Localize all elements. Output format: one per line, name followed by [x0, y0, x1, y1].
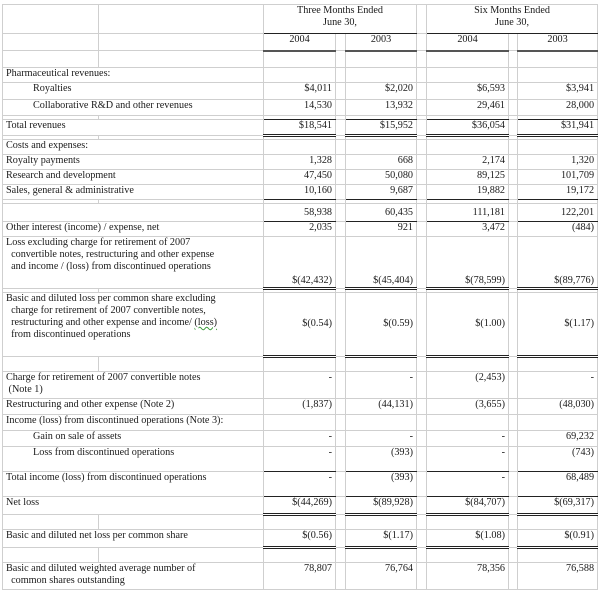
value-cell: 668 — [346, 155, 417, 170]
year-header: 2003 — [518, 34, 598, 51]
six-months-header — [427, 5, 598, 34]
empty-cell — [427, 415, 509, 431]
gap-cell — [417, 34, 427, 51]
empty-cell — [346, 51, 417, 68]
row-label — [3, 563, 264, 590]
value-cell: - — [264, 472, 336, 497]
value-cell: 921 — [346, 222, 417, 237]
empty-cell — [518, 357, 598, 372]
value-cell: 1,328 — [264, 155, 336, 170]
label-line: from discontinued operations — [11, 329, 131, 340]
gap-cell — [336, 497, 346, 515]
gap-cell — [509, 34, 518, 51]
value-cell: $(0.54) — [264, 293, 336, 357]
empty-cell — [3, 548, 99, 563]
gap-cell — [336, 155, 346, 170]
value-cell: $(89,776) — [518, 237, 598, 289]
empty-cell — [518, 140, 598, 155]
value-cell: - — [518, 372, 598, 399]
gap-cell — [509, 563, 518, 590]
table-row-loss-excluding — [3, 237, 598, 289]
row-label: Total revenues — [3, 120, 264, 136]
row-label: Gain on sale of assets — [3, 431, 264, 447]
value-cell: (393) — [346, 447, 417, 472]
empty-cell — [518, 548, 598, 563]
row-label: Research and development — [3, 170, 264, 185]
gap-cell — [336, 34, 346, 51]
value-cell: 19,882 — [427, 185, 509, 200]
table-row-rnd — [3, 170, 598, 185]
row-label: Royalty payments — [3, 155, 264, 170]
value-cell: (484) — [518, 222, 598, 237]
value-cell: 2,174 — [427, 155, 509, 170]
three-months-header — [264, 5, 417, 34]
empty-cell — [264, 68, 336, 83]
gap-cell — [336, 51, 346, 68]
empty-cell — [3, 51, 99, 68]
spacer-row — [3, 548, 598, 563]
empty-cell — [264, 515, 336, 530]
gap-cell — [417, 204, 427, 222]
value-cell: - — [264, 372, 336, 399]
gap-cell — [417, 415, 427, 431]
gap-cell — [336, 372, 346, 399]
table-row-total-costs — [3, 204, 598, 222]
year-header: 2003 — [346, 34, 417, 51]
gap-cell — [417, 399, 427, 415]
gap-cell — [509, 372, 518, 399]
value-cell: $(1.08) — [427, 530, 509, 548]
value-cell: $36,054 — [427, 120, 509, 136]
table-row-restructuring — [3, 399, 598, 415]
gap-cell — [417, 431, 427, 447]
empty-cell — [346, 515, 417, 530]
value-cell: - — [346, 431, 417, 447]
row-label: Restructuring and other expense (Note 2) — [3, 399, 264, 415]
gap-cell — [336, 447, 346, 472]
spacer-row — [3, 515, 598, 530]
gap-cell — [509, 530, 518, 548]
value-cell: $18,541 — [264, 120, 336, 136]
label-line: Basic and diluted weighted average number of — [6, 563, 196, 574]
value-cell: 1,320 — [518, 155, 598, 170]
gap-cell — [417, 515, 427, 530]
three-months-date: June 30, — [323, 17, 357, 28]
gap-cell — [509, 120, 518, 136]
empty-cell — [99, 34, 264, 51]
gap-cell — [509, 399, 518, 415]
label-line: Loss excluding charge for retirement of 2007 — [6, 237, 191, 248]
gap-cell — [509, 155, 518, 170]
empty-cell — [99, 5, 264, 34]
gap-cell — [417, 222, 427, 237]
row-label — [3, 204, 264, 222]
empty-cell — [264, 140, 336, 155]
row-label — [3, 237, 264, 289]
label-line: and income / (loss) from discontinued operations — [11, 261, 211, 272]
value-cell: $(0.59) — [346, 293, 417, 357]
value-cell: 78,807 — [264, 563, 336, 590]
empty-cell — [264, 51, 336, 68]
gap-cell — [417, 357, 427, 372]
value-cell: 89,125 — [427, 170, 509, 185]
gap-cell — [336, 431, 346, 447]
empty-cell — [427, 140, 509, 155]
three-months-label: Three Months Ended — [297, 5, 384, 16]
value-cell: $(1.00) — [427, 293, 509, 357]
table-row-eps-excluding — [3, 293, 598, 357]
table-row-eps-net — [3, 530, 598, 548]
section-label: Costs and expenses: — [3, 140, 264, 155]
gap-cell — [509, 83, 518, 100]
gap-cell — [417, 68, 427, 83]
gap-cell — [509, 548, 518, 563]
row-label: Net loss — [3, 497, 264, 515]
gap-cell — [336, 204, 346, 222]
gap-cell — [336, 548, 346, 563]
gap-cell — [417, 237, 427, 289]
label-line: charge for retirement of 2007 convertible notes, — [11, 305, 206, 316]
gap-cell — [509, 51, 518, 68]
value-cell: $(69,317) — [518, 497, 598, 515]
value-cell: 19,172 — [518, 185, 598, 200]
six-months-label: Six Months Ended — [474, 5, 550, 16]
empty-cell — [3, 357, 99, 372]
empty-cell — [264, 415, 336, 431]
table-row-gain-sale — [3, 431, 598, 447]
gap-cell — [509, 431, 518, 447]
empty-cell — [427, 548, 509, 563]
gap-cell — [509, 472, 518, 497]
table-row-sga — [3, 185, 598, 200]
table-row-other-interest — [3, 222, 598, 237]
value-cell: (1,837) — [264, 399, 336, 415]
value-cell: $4,011 — [264, 83, 336, 100]
value-cell: (44,131) — [346, 399, 417, 415]
empty-cell — [518, 415, 598, 431]
row-label: Basic and diluted net loss per common share — [3, 530, 264, 548]
gap-cell — [509, 415, 518, 431]
table-row-total-disc — [3, 472, 598, 497]
value-cell: (48,030) — [518, 399, 598, 415]
value-cell: $(84,707) — [427, 497, 509, 515]
empty-cell — [3, 34, 99, 51]
value-cell: $31,941 — [518, 120, 598, 136]
table-row-royalties — [3, 83, 598, 100]
gap-cell — [336, 68, 346, 83]
gap-cell — [417, 51, 427, 68]
value-cell: - — [264, 431, 336, 447]
gap-cell — [509, 293, 518, 357]
empty-cell — [346, 357, 417, 372]
value-cell: (2,453) — [427, 372, 509, 399]
gap-cell — [336, 170, 346, 185]
empty-cell — [264, 548, 336, 563]
empty-cell — [518, 68, 598, 83]
row-label: Total income (loss) from discontinued operations — [3, 472, 264, 497]
empty-cell — [99, 357, 264, 372]
gap-cell — [336, 237, 346, 289]
section-label: Pharmaceutical revenues: — [3, 68, 264, 83]
gap-cell — [417, 293, 427, 357]
gap-cell — [509, 447, 518, 472]
empty-cell — [3, 515, 99, 530]
gap-cell — [417, 563, 427, 590]
row-label: Loss from discontinued operations — [3, 447, 264, 472]
gap-cell — [417, 170, 427, 185]
value-cell: $15,952 — [346, 120, 417, 136]
value-cell: 78,356 — [427, 563, 509, 590]
gap-cell — [417, 548, 427, 563]
spellcheck-flagged-word: (loss) — [194, 317, 218, 328]
empty-cell — [346, 68, 417, 83]
gap-cell — [417, 155, 427, 170]
row-label: Royalties — [3, 83, 264, 100]
label-line: (Note 1) — [8, 384, 43, 395]
gap-cell — [509, 100, 518, 116]
gap-cell — [417, 472, 427, 497]
table-row-weighted-shares — [3, 563, 598, 590]
label-line: convertible notes, restructuring and other expense — [11, 249, 215, 260]
table-row-total-revenues — [3, 120, 598, 136]
gap-cell — [509, 170, 518, 185]
gap-cell — [417, 447, 427, 472]
gap-cell — [509, 357, 518, 372]
label-line: Charge for retirement of 2007 convertible notes — [6, 372, 201, 383]
value-cell: - — [427, 472, 509, 497]
value-cell: 69,232 — [518, 431, 598, 447]
six-months-date: June 30, — [495, 17, 530, 28]
value-cell: 76,764 — [346, 563, 417, 590]
gap-cell — [417, 5, 427, 34]
section-row-income-disc — [3, 415, 598, 431]
label-line: Basic and diluted loss per common share excluding — [6, 293, 216, 304]
value-cell: $(0.91) — [518, 530, 598, 548]
gap-cell — [417, 120, 427, 136]
value-cell: 47,450 — [264, 170, 336, 185]
value-cell: 60,435 — [346, 204, 417, 222]
empty-cell — [346, 548, 417, 563]
value-cell: 101,709 — [518, 170, 598, 185]
row-label — [3, 293, 264, 357]
gap-cell — [336, 515, 346, 530]
empty-cell — [427, 68, 509, 83]
value-cell: 3,472 — [427, 222, 509, 237]
value-cell: $(45,404) — [346, 237, 417, 289]
gap-cell — [336, 563, 346, 590]
gap-cell — [509, 204, 518, 222]
empty-cell — [99, 51, 264, 68]
value-cell: 50,080 — [346, 170, 417, 185]
gap-cell — [336, 222, 346, 237]
header-row-years — [3, 34, 598, 51]
gap-cell — [509, 497, 518, 515]
gap-cell — [509, 515, 518, 530]
empty-cell — [427, 357, 509, 372]
row-label: Other interest (income) / expense, net — [3, 222, 264, 237]
value-cell: 2,035 — [264, 222, 336, 237]
empty-cell — [99, 548, 264, 563]
value-cell: $(1.17) — [346, 530, 417, 548]
value-cell: 76,588 — [518, 563, 598, 590]
gap-cell — [336, 140, 346, 155]
gap-cell — [336, 530, 346, 548]
gap-cell — [509, 68, 518, 83]
value-cell: - — [346, 372, 417, 399]
value-cell: $(78,599) — [427, 237, 509, 289]
gap-cell — [509, 237, 518, 289]
value-cell: $3,941 — [518, 83, 598, 100]
header-row-period — [3, 5, 598, 34]
gap-cell — [509, 140, 518, 155]
value-cell: 28,000 — [518, 100, 598, 116]
section-row-pharma — [3, 68, 598, 83]
table-row-royalty-payments — [3, 155, 598, 170]
row-label — [3, 372, 264, 399]
value-cell: 9,687 — [346, 185, 417, 200]
value-cell: 58,938 — [264, 204, 336, 222]
spacer-row — [3, 357, 598, 372]
gap-cell — [336, 185, 346, 200]
value-cell: 111,181 — [427, 204, 509, 222]
gap-cell — [417, 497, 427, 515]
gap-cell — [509, 185, 518, 200]
gap-cell — [417, 185, 427, 200]
value-cell: - — [427, 431, 509, 447]
gap-cell — [336, 357, 346, 372]
value-cell: $2,020 — [346, 83, 417, 100]
value-cell: 14,530 — [264, 100, 336, 116]
value-cell: $(1.17) — [518, 293, 598, 357]
gap-cell — [509, 222, 518, 237]
empty-cell — [346, 415, 417, 431]
empty-cell — [99, 515, 264, 530]
gap-cell — [336, 415, 346, 431]
gap-cell — [336, 100, 346, 116]
financial-statement-table — [2, 4, 598, 590]
gap-cell — [417, 530, 427, 548]
row-label: Sales, general & administrative — [3, 185, 264, 200]
gap-cell — [417, 83, 427, 100]
value-cell: 13,932 — [346, 100, 417, 116]
empty-cell — [264, 357, 336, 372]
row-label: Collaborative R&D and other revenues — [3, 100, 264, 116]
gap-cell — [336, 120, 346, 136]
value-cell: $(44,269) — [264, 497, 336, 515]
gap-cell — [417, 372, 427, 399]
value-cell: 68,489 — [518, 472, 598, 497]
empty-cell — [427, 515, 509, 530]
year-header: 2004 — [264, 34, 336, 51]
value-cell: (393) — [346, 472, 417, 497]
gap-cell — [336, 472, 346, 497]
value-cell: $(0.56) — [264, 530, 336, 548]
spacer-row — [3, 51, 598, 68]
value-cell: $(42,432) — [264, 237, 336, 289]
gap-cell — [336, 293, 346, 357]
value-cell: - — [264, 447, 336, 472]
value-cell: $(89,928) — [346, 497, 417, 515]
value-cell: - — [427, 447, 509, 472]
gap-cell — [336, 399, 346, 415]
gap-cell — [417, 100, 427, 116]
empty-cell — [346, 140, 417, 155]
section-row-costs — [3, 140, 598, 155]
empty-cell — [518, 51, 598, 68]
gap-cell — [336, 83, 346, 100]
label-line: common shares outstanding — [11, 575, 125, 586]
label-line: restructuring and other expense and income/ — [11, 317, 195, 328]
year-header: 2004 — [427, 34, 509, 51]
value-cell: (3,655) — [427, 399, 509, 415]
table-row-collab — [3, 100, 598, 116]
table-row-charge-retirement — [3, 372, 598, 399]
gap-cell — [417, 140, 427, 155]
table-row-loss-disc — [3, 447, 598, 472]
section-label: Income (loss) from discontinued operations (Note 3): — [3, 415, 264, 431]
empty-cell — [3, 5, 99, 34]
table-row-net-loss — [3, 497, 598, 515]
value-cell: 10,160 — [264, 185, 336, 200]
value-cell: $6,593 — [427, 83, 509, 100]
value-cell: 122,201 — [518, 204, 598, 222]
empty-cell — [427, 51, 509, 68]
value-cell: 29,461 — [427, 100, 509, 116]
value-cell: (743) — [518, 447, 598, 472]
empty-cell — [518, 515, 598, 530]
